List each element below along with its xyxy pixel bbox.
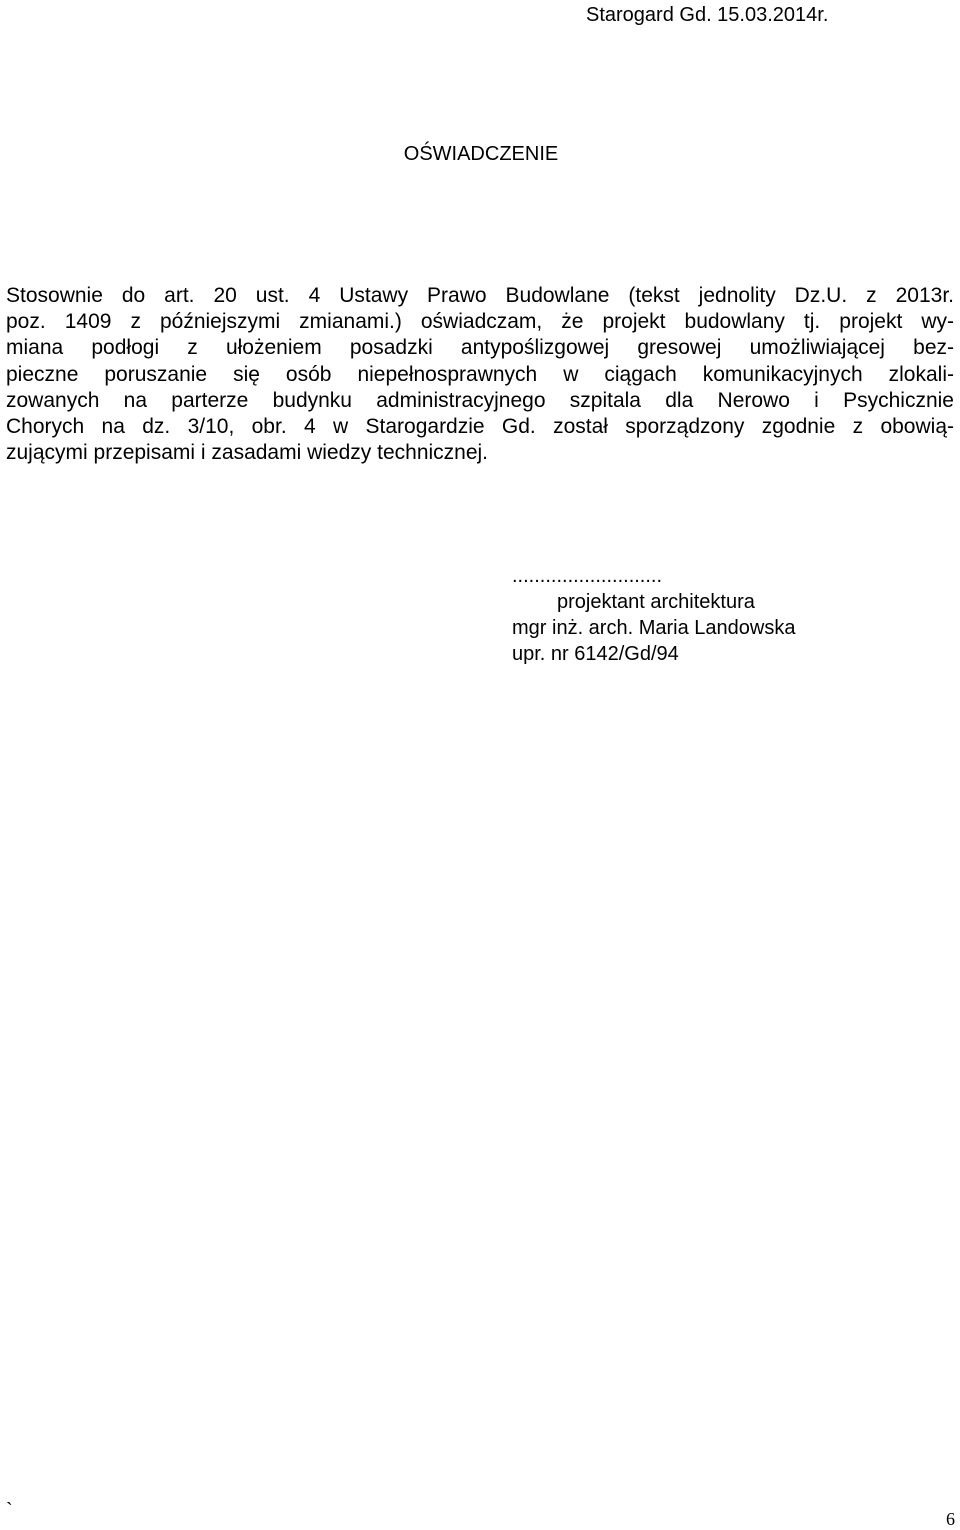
paragraph-line: Chorych na dz. 3/10, obr. 4 w Starogardzie Gd. został sporządzony zgodnie z obowią- xyxy=(6,414,954,438)
place-date: Starogard Gd. 15.03.2014r. xyxy=(586,4,829,26)
paragraph-line: zowanych na parterze budynku administracyjnego szpitala dla Nerowo i Psychicznie xyxy=(6,388,954,412)
footer-mark: ` xyxy=(6,1499,13,1521)
paragraph-line: pieczne poruszanie się osób niepełnosprawnych w ciągach komunikacyjnych zlokali- xyxy=(6,362,954,386)
paragraph-line: miana podłogi z ułożeniem posadzki antypoślizgowej gresowej umożliwiającej bez- xyxy=(6,336,954,360)
paragraph-line: zującymi przepisami i zasadami wiedzy technicznej. xyxy=(6,441,489,465)
signer-role: projektant architektura xyxy=(557,591,755,613)
signer-license: upr. nr 6142/Gd/94 xyxy=(512,643,679,665)
signature-dots: ........................... xyxy=(512,565,663,587)
paragraph-line: poz. 1409 z późniejszymi zmianami.) oświadczam, że projekt budowlany tj. projekt wy- xyxy=(6,310,954,334)
statement-paragraph xyxy=(6,283,954,466)
paragraph-line: Stosownie do art. 20 ust. 4 Ustawy Prawo Budowlane (tekst jednolity Dz.U. z 2013r. xyxy=(6,284,954,307)
page-number: 6 xyxy=(946,1509,955,1529)
document-title: OŚWIADCZENIE xyxy=(403,143,559,165)
signer-name: mgr inż. arch. Maria Landowska xyxy=(512,617,796,639)
signature-block xyxy=(512,563,795,667)
